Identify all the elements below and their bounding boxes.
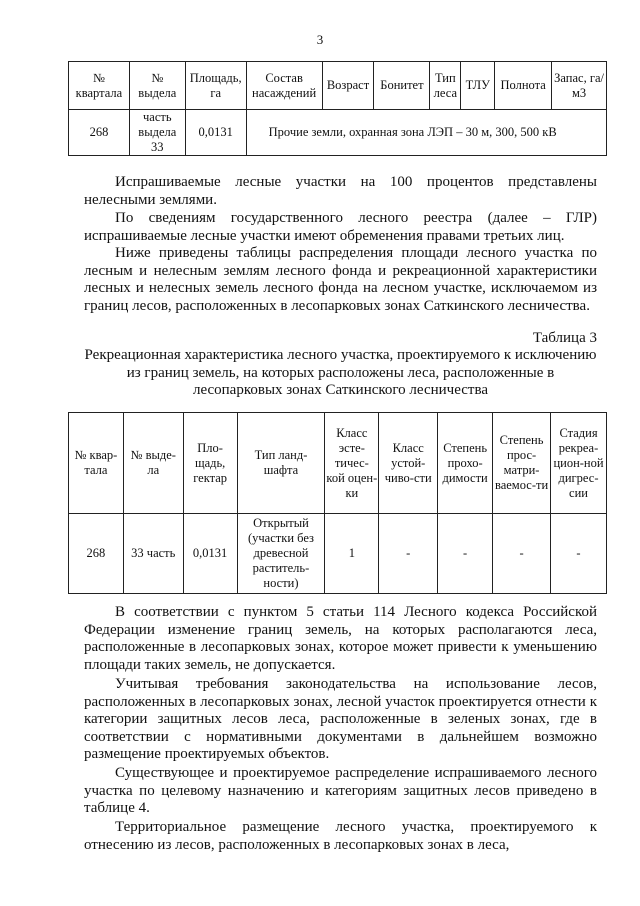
table-label: Таблица 3	[532, 330, 597, 346]
header-visibility: Степень прос-матри-ваемос-ти	[493, 413, 551, 514]
table-caption: Рекреационная характеристика лесного участка, проектируемого к исключению из границ земель, на которых расположены леса, расположенные в лесопарковых зонах Саткинского лесничества	[84, 347, 597, 398]
paragraph	[84, 245, 597, 315]
header-density: Полнота	[495, 62, 552, 110]
cell-allotment: часть выдела 33	[129, 110, 185, 156]
cell-area: 0,0131	[183, 514, 237, 594]
paragraph	[84, 604, 597, 674]
header-allotment: № выдела	[129, 62, 185, 110]
header-forest-type: Тип леса	[430, 62, 461, 110]
paragraph	[84, 676, 597, 764]
paragraph	[84, 210, 597, 245]
header-allotment: № выде-ла	[123, 413, 183, 514]
header-stock: Запас, га/м3	[552, 62, 607, 110]
cell-quarter: 268	[69, 514, 124, 594]
table-row	[69, 514, 607, 594]
cell-stability-class: -	[379, 514, 438, 594]
cell-quarter: 268	[69, 110, 130, 156]
table-header-row	[69, 413, 607, 514]
header-area: Площадь, га	[185, 62, 246, 110]
header-age: Возраст	[322, 62, 374, 110]
cell-notes: Прочие земли, охранная зона ЛЭП – 30 м, 300, 500 кВ	[246, 110, 606, 156]
forest-plot-table	[68, 61, 607, 156]
paragraph-text: Существующее и проектируемое распределение испрашиваемого лесного участка по целевому назначению и категориям защитных лесов приведено в таблице 4.	[84, 765, 597, 816]
header-aesthetic-class: Класс эсте-тичес-кой оцен-ки	[325, 413, 379, 514]
header-quarter: № квар-тала	[69, 413, 124, 514]
cell-aesthetic-class: 1	[325, 514, 379, 594]
cell-area: 0,0131	[185, 110, 246, 156]
header-stability-class: Класс устой-чиво-сти	[379, 413, 438, 514]
paragraph	[84, 174, 597, 209]
cell-allotment: 33 часть	[123, 514, 183, 594]
paragraph-text: В соответствии с пунктом 5 статьи 114 Лесного кодекса Российской Федерации изменение границ земель, на которых располагаются леса, расположенные в лесопарковых зонах, которое может привести к уменьшению площади таких земель, не допускается.	[84, 604, 597, 673]
table-row	[69, 110, 607, 156]
header-digression-stage: Стадия рекреа-цион-ной дигрес-сии	[551, 413, 607, 514]
table-header-row	[69, 62, 607, 110]
paragraph	[84, 765, 597, 818]
paragraph-text: По сведениям государственного лесного реестра (далее – ГЛР) испрашиваемые лесные участки имеют обременения правами третьих лиц.	[84, 210, 597, 244]
header-landscape-type: Тип ланд-шафта	[237, 413, 325, 514]
header-quarter: № квартала	[69, 62, 130, 110]
paragraph-text: Территориальное размещение лесного участка, проектируемого к отнесению из лесов, расположенных в лесопарковых зонах в леса,	[84, 819, 597, 853]
paragraph-text: Испрашиваемые лесные участки на 100 процентов представлены нелесными землями.	[84, 174, 597, 208]
header-composition: Состав насаждений	[246, 62, 322, 110]
recreation-table	[68, 412, 607, 594]
paragraph-text: Учитывая требования законодательства на использование лесов, расположенных в лесопарковых зонах, лесной участок проектируется отнести к категории защитных лесов леса, расположенные в зеленых зонах, где в соответствии с нормативными документами в дальнейшем возможно размещение проектируемых объектов.	[84, 676, 597, 762]
page-number: 3	[316, 32, 324, 47]
paragraph	[84, 819, 597, 854]
header-area: Пло-щадь, гектар	[183, 413, 237, 514]
header-tlu: ТЛУ	[461, 62, 495, 110]
header-passability: Степень прохо-димости	[438, 413, 493, 514]
cell-digression-stage: -	[551, 514, 607, 594]
paragraph-text: Ниже приведены таблицы распределения площади лесного участка по лесным и нелесным землям лесного фонда и рекреационной характеристики лесных и нелесных земель лесного фонда на лесном участке, исключаемом из границ лесов, расположенных в лесопарковых зонах Саткинского лесничества.	[84, 245, 597, 314]
cell-passability: -	[438, 514, 493, 594]
header-bonitet: Бонитет	[374, 62, 430, 110]
cell-visibility: -	[493, 514, 551, 594]
cell-landscape-type: Открытый (участки без древесной раститель-ности)	[237, 514, 325, 594]
